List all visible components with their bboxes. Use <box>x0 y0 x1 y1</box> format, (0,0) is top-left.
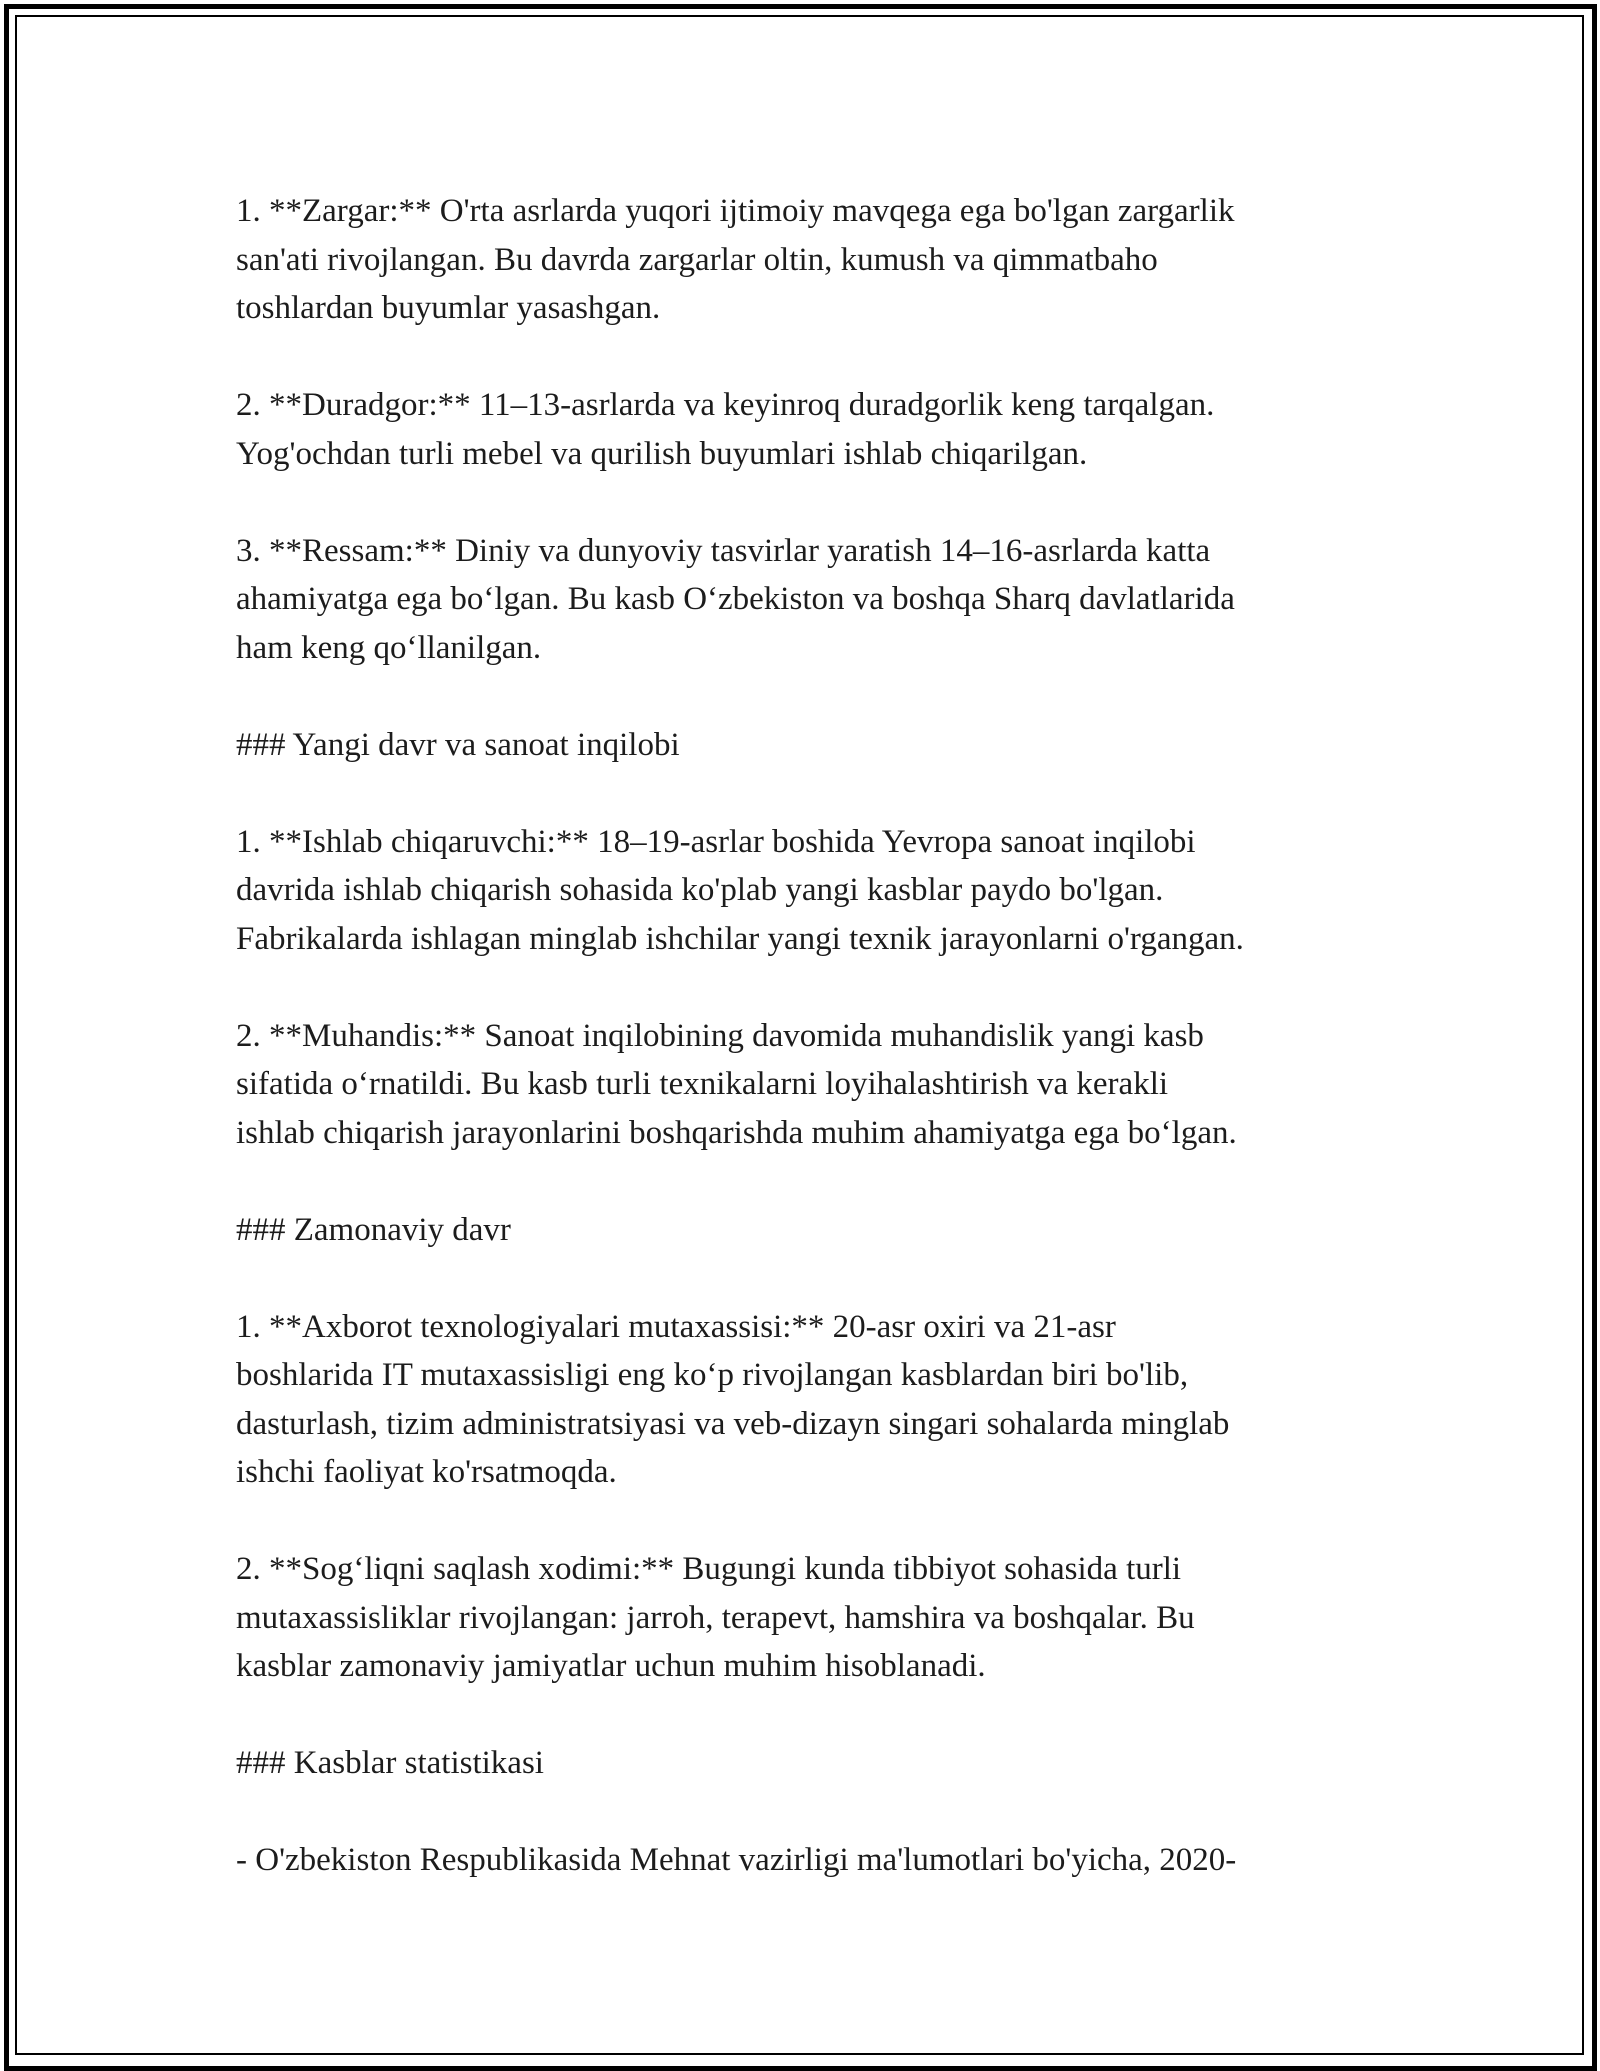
text-line: 3. **Ressam:** Diniy va dunyoviy tasvirlar yaratish 14–16-asrlarda katta <box>236 532 1211 569</box>
section-heading: ### Zamonaviy davr <box>236 1211 511 1248</box>
text-line: 1. **Axborot texnologiyalari mutaxassisi:** 20-asr oxiri va 21-asr <box>236 1308 1116 1345</box>
section-heading: ### Yangi davr va sanoat inqilobi <box>236 726 680 763</box>
text-line: kasblar zamonaviy jamiyatlar uchun muhim hisoblanadi. <box>236 1648 986 1684</box>
text-line: Fabrikalarda ishlagan minglab ishchilar yangi texnik jarayonlarni o'rgangan. <box>236 920 1244 957</box>
paragraph-ressam <box>236 527 1366 673</box>
text-line: Yog'ochdan turli mebel va qurilish buyumlari ishlab chiqarilgan. <box>236 435 1088 472</box>
text-line: mutaxassisliklar rivojlangan: jarroh, terapevt, hamshira va boshqalar. Bu <box>236 1599 1195 1636</box>
text-line: ham keng qo‘llanilgan. <box>236 629 542 666</box>
document-body <box>236 187 1366 1933</box>
heading-zamonaviy-davr <box>236 1206 1366 1255</box>
text-line: ishlab chiqarish jarayonlarini boshqarishda muhim ahamiyatga ega bo‘lgan. <box>236 1114 1237 1151</box>
heading-yangi-davr <box>236 721 1366 770</box>
text-line: davrida ishlab chiqarish sohasida ko'plab yangi kasblar paydo bo'lgan. <box>236 872 1164 908</box>
text-line: toshlardan buyumlar yasashgan. <box>236 290 661 326</box>
paragraph-ishlab-chiqaruvchi <box>236 818 1366 964</box>
section-heading: ### Kasblar statistikasi <box>236 1745 544 1781</box>
text-line: 2. **Duradgor:** 11–13-asrlarda va keyinroq duradgorlik keng tarqalgan. <box>236 387 1215 423</box>
paragraph-zargar <box>236 187 1366 333</box>
paragraph-axborot-texnologiyalari <box>236 1303 1366 1497</box>
text-line: 2. **Sog‘liqni saqlash xodimi:** Bugungi kunda tibbiyot sohasida turli <box>236 1551 1182 1587</box>
heading-kasblar-statistikasi <box>236 1739 1366 1788</box>
paragraph-duradgor <box>236 381 1366 478</box>
text-line: ahamiyatga ega bo‘lgan. Bu kasb O‘zbekiston va boshqa Sharq davlatlarida <box>236 581 1235 617</box>
text-line: sifatida o‘rnatildi. Bu kasb turli texnikalarni loyihalashtirish va kerakli <box>236 1066 1169 1102</box>
text-line: san'ati rivojlangan. Bu davrda zargarlar oltin, kumush va qimmatbaho <box>236 241 1158 278</box>
paragraph-muhandis <box>236 1012 1366 1158</box>
paragraph-soglikni-saqlash <box>236 1545 1366 1691</box>
paragraph-statistika <box>236 1836 1366 1885</box>
text-line: 2. **Muhandis:** Sanoat inqilobining davomida muhandislik yangi kasb <box>236 1017 1204 1054</box>
text-line: 1. **Zargar:** O'rta asrlarda yuqori ijtimoiy mavqega ega bo'lgan zargarlik <box>236 193 1235 229</box>
text-line: boshlarida IT mutaxassisligi eng ko‘p rivojlangan kasblardan biri bo'lib, <box>236 1357 1189 1393</box>
text-line: 1. **Ishlab chiqaruvchi:** 18–19-asrlar boshida Yevropa sanoat inqilobi <box>236 823 1196 860</box>
text-line: dasturlash, tizim administratsiyasi va veb-dizayn singari sohalarda minglab <box>236 1405 1230 1442</box>
text-line: - O'zbekiston Respublikasida Mehnat vazirligi ma'lumotlari bo'yicha, 2020- <box>236 1842 1237 1878</box>
text-line: ishchi faoliyat ko'rsatmoqda. <box>236 1454 617 1490</box>
